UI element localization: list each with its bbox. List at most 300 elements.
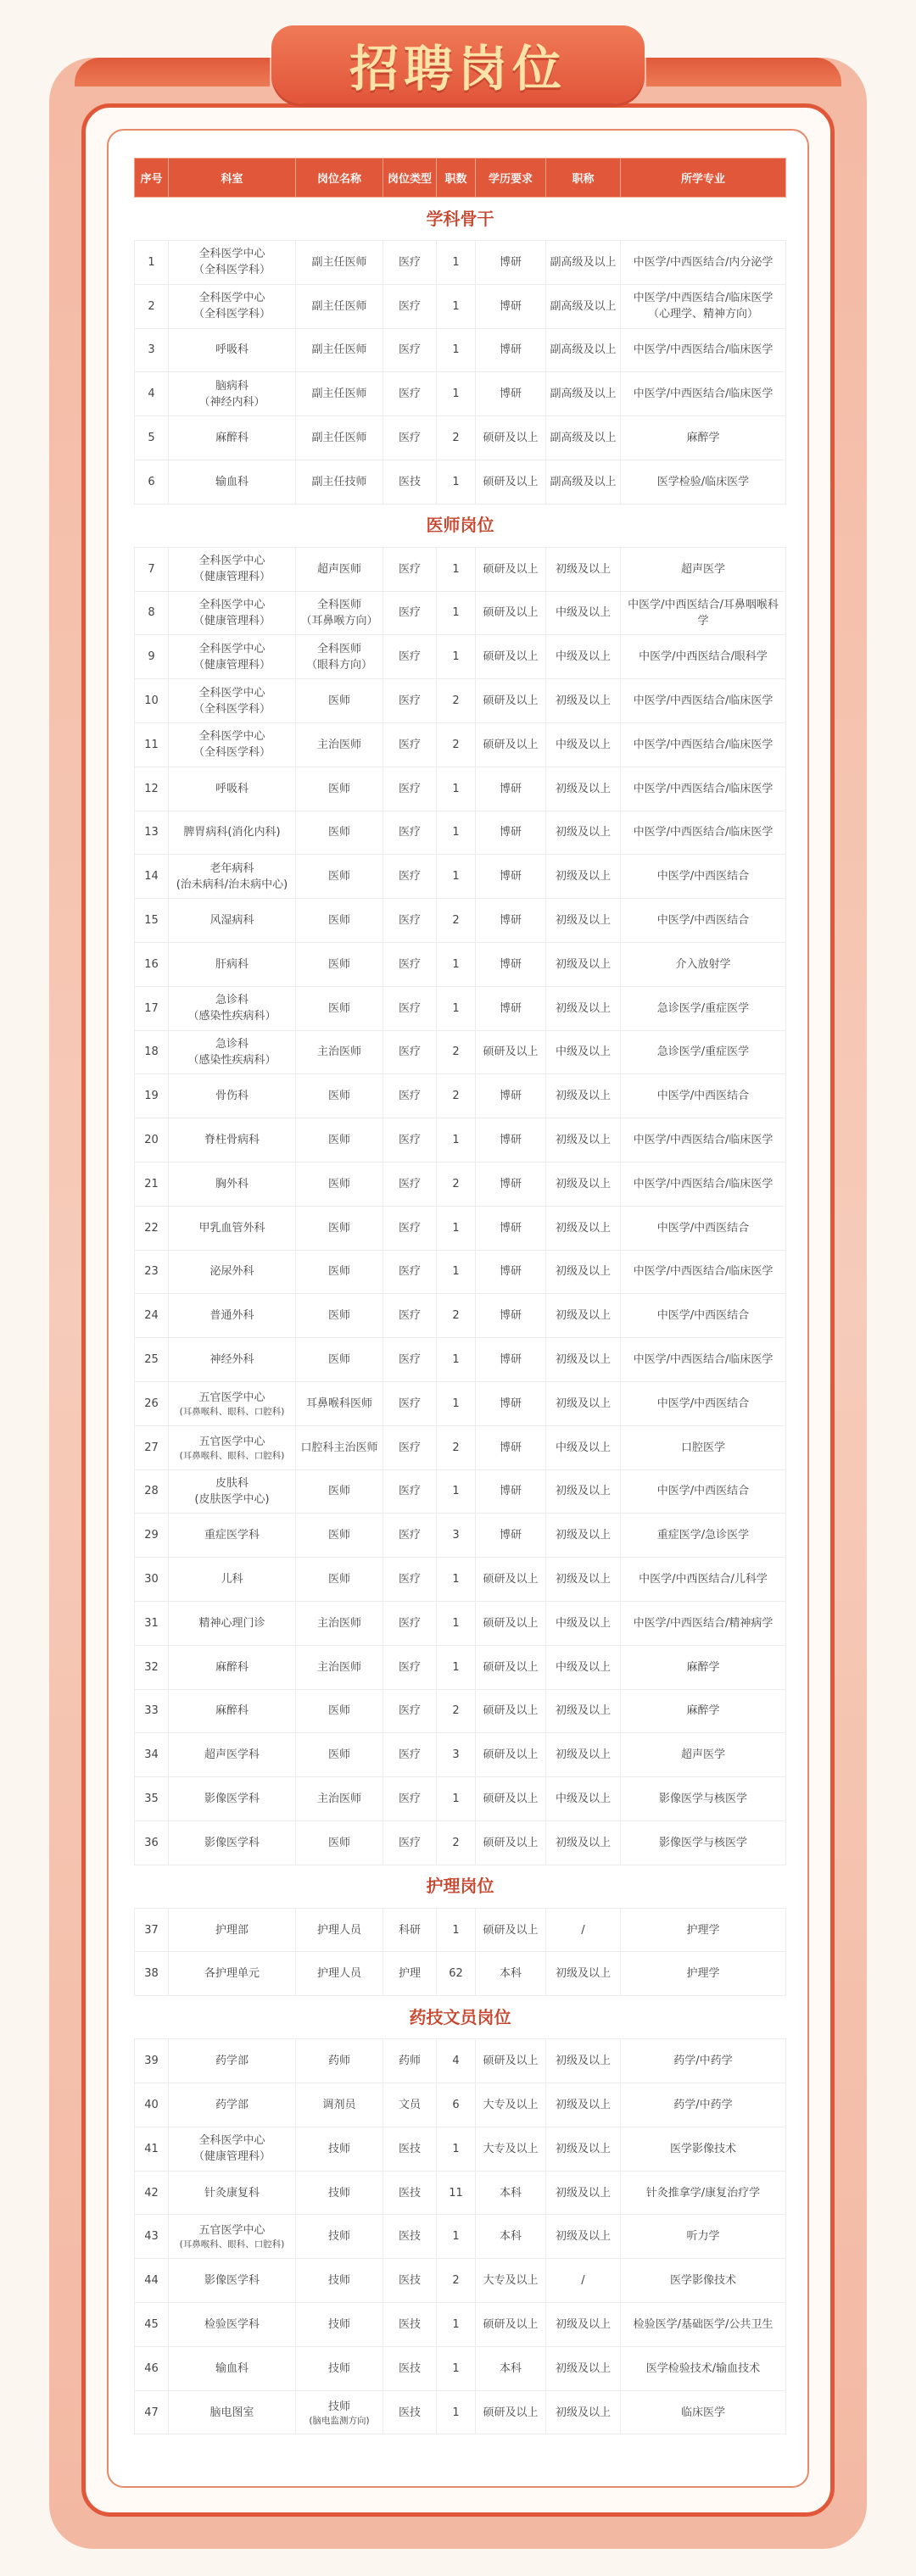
cell-index: 29 [135,1514,169,1558]
cell-position: 医师 [296,1338,383,1382]
cell-position-type: 医疗 [383,1294,437,1338]
cell-department: 脑病科 （神经内科） [169,372,296,416]
cell-department: 普通外科 [169,1294,296,1338]
table-row [135,942,786,986]
cell-title: 中级及以上 [546,722,621,767]
cell-position: 医师 [296,811,383,855]
cell-major: 超声医学 [621,1733,786,1777]
cell-count: 1 [437,284,476,328]
cell-count: 1 [437,767,476,811]
cell-position: 超声医师 [296,547,383,591]
cell-major: 护理学 [621,1952,786,1996]
cell-major: 中医学/中西医结合/临床医学 [621,1118,786,1163]
cell-index: 22 [135,1206,169,1250]
table-row [135,2171,786,2215]
cell-position-type: 医技 [383,2127,437,2171]
cell-education: 博研 [476,1381,546,1425]
cell-major: 中医学/中西医结合 [621,1206,786,1250]
cell-education: 大专及以上 [476,2127,546,2171]
cell-position-type: 医疗 [383,986,437,1030]
table-row [135,284,786,328]
cell-position: 医师 [296,1820,383,1865]
cell-position: 医师 [296,1206,383,1250]
cell-major: 临床医学 [621,2390,786,2434]
cell-count: 1 [437,1558,476,1602]
cell-major: 影像医学与核医学 [621,1820,786,1865]
cell-position-type: 医疗 [383,1030,437,1074]
cell-department: 超声医学科 [169,1733,296,1777]
table-row [135,1601,786,1645]
cell-major: 中医学/中西医结合 [621,1074,786,1118]
cell-position-type: 医疗 [383,372,437,416]
cell-position: 主治医师 [296,1645,383,1689]
cell-title: 初级及以上 [546,1250,621,1294]
cell-title: 初级及以上 [546,1294,621,1338]
cell-position-type: 医疗 [383,1118,437,1163]
cell-major: 超声医学 [621,547,786,591]
cell-education: 博研 [476,986,546,1030]
table-row [135,591,786,635]
table-row [135,2259,786,2303]
cell-department: 影像医学科 [169,1777,296,1821]
cell-position: 医师 [296,855,383,899]
cell-count: 62 [437,1952,476,1996]
cell-position: 药师 [296,2039,383,2083]
cell-count: 3 [437,1514,476,1558]
cell-major: 中医学/中西医结合/耳鼻咽喉科学 [621,591,786,635]
cell-position-type: 医疗 [383,811,437,855]
table-row [135,1338,786,1382]
table-row [135,2083,786,2127]
cell-title: 中级及以上 [546,1645,621,1689]
cell-position-type: 医技 [383,2390,437,2434]
cell-count: 1 [437,1381,476,1425]
cell-index: 25 [135,1338,169,1382]
cell-department: 全科医学中心 （全科医学科） [169,241,296,285]
cell-education: 博研 [476,1425,546,1469]
cell-position: 全科医师 （眼科方向） [296,635,383,679]
cell-major: 针灸推拿学/康复治疗学 [621,2171,786,2215]
cell-position: 医师 [296,1558,383,1602]
cell-major: 中医学/中西医结合/临床医学 [621,767,786,811]
cell-title: 中级及以上 [546,1030,621,1074]
cell-count: 1 [437,1118,476,1163]
cell-title: 初级及以上 [546,1338,621,1382]
header-major: 所学专业 [621,159,786,198]
cell-count: 1 [437,855,476,899]
cell-index: 1 [135,241,169,285]
cell-position: 全科医师 （耳鼻喉方向） [296,591,383,635]
cell-count: 1 [437,2390,476,2434]
cell-education: 硕研及以上 [476,1645,546,1689]
cell-education: 博研 [476,899,546,943]
cell-title: 初级及以上 [546,1733,621,1777]
cell-major: 中医学/中西医结合/临床医学 （心理学、精神方向） [621,284,786,328]
header-department: 科室 [169,159,296,198]
cell-department: 甲乳血管外科 [169,1206,296,1250]
cell-position-type: 科研 [383,1908,437,1952]
banner-wing-left [75,58,270,86]
cell-position-type: 医疗 [383,767,437,811]
cell-major: 药学/中药学 [621,2083,786,2127]
cell-title: / [546,1908,621,1952]
cell-count: 1 [437,635,476,679]
cell-major: 重症医学/急诊医学 [621,1514,786,1558]
cell-position: 医师 [296,1118,383,1163]
cell-index: 34 [135,1733,169,1777]
cell-education: 博研 [476,1162,546,1206]
cell-department: 肝病科 [169,942,296,986]
cell-education: 博研 [476,372,546,416]
cell-position: 医师 [296,1733,383,1777]
table-row [135,2127,786,2171]
cell-major: 医学影像技术 [621,2259,786,2303]
cell-education: 博研 [476,855,546,899]
cell-department: 全科医学中心 （全科医学科） [169,284,296,328]
cell-position-type: 医疗 [383,1206,437,1250]
cell-position-type: 药师 [383,2039,437,2083]
table-row [135,1689,786,1733]
cell-education: 硕研及以上 [476,2390,546,2434]
cell-position-type: 医疗 [383,1645,437,1689]
cell-title: 初级及以上 [546,1558,621,1602]
section-title: 医师岗位 [426,515,494,536]
cell-count: 1 [437,811,476,855]
cell-education: 硕研及以上 [476,635,546,679]
cell-title: 初级及以上 [546,811,621,855]
cell-index: 44 [135,2259,169,2303]
cell-count: 1 [437,2303,476,2347]
cell-count: 2 [437,1030,476,1074]
cell-position-type: 医技 [383,460,437,504]
cell-position-type: 医疗 [383,1469,437,1514]
cell-department: 全科医学中心 （健康管理科） [169,635,296,679]
cell-position: 技师 (脑电监测方向) [296,2390,383,2434]
cell-title: 初级及以上 [546,2346,621,2390]
cell-title: 副高级及以上 [546,284,621,328]
cell-education: 博研 [476,1118,546,1163]
cell-title: 中级及以上 [546,1425,621,1469]
cell-department: 全科医学中心 （健康管理科） [169,591,296,635]
cell-title: 初级及以上 [546,2215,621,2259]
cell-count: 2 [437,1820,476,1865]
cell-index: 17 [135,986,169,1030]
cell-education: 硕研及以上 [476,591,546,635]
cell-index: 23 [135,1250,169,1294]
cell-position: 技师 [296,2215,383,2259]
cell-education: 博研 [476,1294,546,1338]
cell-position-type: 医技 [383,2171,437,2215]
cell-position-type: 医疗 [383,241,437,285]
cell-position: 技师 [296,2259,383,2303]
cell-major: 中医学/中西医结合/临床医学 [621,1338,786,1382]
cell-major: 检验医学/基础医学/公共卫生 [621,2303,786,2347]
cell-count: 2 [437,1074,476,1118]
cell-index: 10 [135,679,169,723]
cell-count: 2 [437,1425,476,1469]
cell-education: 博研 [476,811,546,855]
cell-position: 护理人员 [296,1952,383,1996]
cell-major: 中医学/中西医结合/临床医学 [621,372,786,416]
cell-title: 副高级及以上 [546,241,621,285]
cell-position-type: 医技 [383,2215,437,2259]
cell-position: 技师 [296,2127,383,2171]
cell-department: 胸外科 [169,1162,296,1206]
cell-position: 医师 [296,1294,383,1338]
cell-education: 硕研及以上 [476,2039,546,2083]
cell-title: 初级及以上 [546,547,621,591]
table-body [135,198,786,2434]
cell-department: 全科医学中心 （全科医学科） [169,722,296,767]
table-row [135,2215,786,2259]
table-row [135,1514,786,1558]
title-banner [271,25,645,103]
header-position: 岗位名称 [296,159,383,198]
cell-education: 硕研及以上 [476,679,546,723]
cell-education: 博研 [476,328,546,372]
cell-education: 博研 [476,767,546,811]
cell-education: 博研 [476,1514,546,1558]
cell-position-type: 医疗 [383,416,437,460]
cell-title: 副高级及以上 [546,460,621,504]
cell-count: 2 [437,1162,476,1206]
cell-count: 6 [437,2083,476,2127]
cell-index: 14 [135,855,169,899]
cell-position-type: 医疗 [383,1777,437,1821]
cell-major: 麻醉学 [621,1689,786,1733]
cell-title: 初级及以上 [546,2083,621,2127]
cell-department: 影像医学科 [169,2259,296,2303]
cell-count: 11 [437,2171,476,2215]
cell-department: 脾胃病科(消化内科) [169,811,296,855]
cell-index: 31 [135,1601,169,1645]
header-count: 职数 [437,159,476,198]
cell-major: 麻醉学 [621,416,786,460]
cell-education: 硕研及以上 [476,460,546,504]
cell-index: 37 [135,1908,169,1952]
cell-department: 骨伤科 [169,1074,296,1118]
cell-position-type: 医疗 [383,855,437,899]
table-row [135,1952,786,1996]
cell-index: 18 [135,1030,169,1074]
cell-education: 本科 [476,2346,546,2390]
cell-education: 硕研及以上 [476,1777,546,1821]
cell-position: 医师 [296,1162,383,1206]
cell-major: 中医学/中西医结合/临床医学 [621,1250,786,1294]
cell-education: 硕研及以上 [476,1030,546,1074]
cell-department: 呼吸科 [169,767,296,811]
cell-major: 介入放射学 [621,942,786,986]
table-row [135,241,786,285]
cell-count: 1 [437,1206,476,1250]
table-row [135,1250,786,1294]
cell-major: 药学/中药学 [621,2039,786,2083]
cell-title: 初级及以上 [546,1820,621,1865]
section-row [135,198,786,241]
cell-count: 4 [437,2039,476,2083]
cell-education: 本科 [476,2215,546,2259]
cell-position-type: 医疗 [383,1689,437,1733]
cell-title: 初级及以上 [546,1162,621,1206]
cell-department: 脑电图室 [169,2390,296,2434]
cell-index: 36 [135,1820,169,1865]
cell-position-type: 医疗 [383,591,437,635]
cell-title: 中级及以上 [546,591,621,635]
cell-position: 医师 [296,1689,383,1733]
cell-index: 16 [135,942,169,986]
cell-position: 医师 [296,899,383,943]
cell-index: 15 [135,899,169,943]
section-row [135,504,786,547]
cell-department: 影像医学科 [169,1820,296,1865]
cell-position-type: 文员 [383,2083,437,2127]
cell-title: 初级及以上 [546,1952,621,1996]
cell-position-type: 医技 [383,2259,437,2303]
cell-count: 1 [437,460,476,504]
cell-education: 博研 [476,1206,546,1250]
table-row [135,855,786,899]
cell-count: 1 [437,1601,476,1645]
cell-position-type: 医疗 [383,1250,437,1294]
table-row [135,635,786,679]
cell-title: 初级及以上 [546,2127,621,2171]
cell-position: 口腔科主治医师 [296,1425,383,1469]
cell-education: 大专及以上 [476,2083,546,2127]
cell-major: 护理学 [621,1908,786,1952]
cell-index: 21 [135,1162,169,1206]
cell-index: 47 [135,2390,169,2434]
table-row [135,2346,786,2390]
cell-title: 初级及以上 [546,855,621,899]
cell-index: 6 [135,460,169,504]
cell-count: 1 [437,547,476,591]
table-row [135,372,786,416]
cell-position-type: 医疗 [383,1162,437,1206]
cell-count: 2 [437,1689,476,1733]
recruitment-table-wrap [134,158,785,2434]
cell-department: 麻醉科 [169,1689,296,1733]
cell-department: 急诊科 （感染性疾病科） [169,1030,296,1074]
header-index: 序号 [135,159,169,198]
cell-position-type: 医疗 [383,1558,437,1602]
cell-index: 2 [135,284,169,328]
cell-department: 神经外科 [169,1338,296,1382]
cell-major: 中医学/中西医结合/临床医学 [621,328,786,372]
cell-index: 30 [135,1558,169,1602]
cell-count: 1 [437,2346,476,2390]
cell-index: 13 [135,811,169,855]
cell-index: 32 [135,1645,169,1689]
cell-index: 45 [135,2303,169,2347]
cell-department: 五官医学中心 (耳鼻喉科、眼科、口腔科) [169,2215,296,2259]
cell-department: 重症医学科 [169,1514,296,1558]
cell-count: 1 [437,1250,476,1294]
cell-education: 博研 [476,942,546,986]
cell-title: 副高级及以上 [546,416,621,460]
cell-index: 28 [135,1469,169,1514]
cell-department: 儿科 [169,1558,296,1602]
cell-education: 博研 [476,284,546,328]
table-header-row [135,159,786,198]
cell-major: 医学检验技术/输血技术 [621,2346,786,2390]
cell-position-type: 医技 [383,2346,437,2390]
cell-title: 初级及以上 [546,2390,621,2434]
cell-position: 主治医师 [296,1601,383,1645]
cell-position: 主治医师 [296,1777,383,1821]
cell-major: 中医学/中西医结合/临床医学 [621,1162,786,1206]
table-row [135,1074,786,1118]
cell-department: 各护理单元 [169,1952,296,1996]
cell-department: 皮肤科 (皮肤医学中心) [169,1469,296,1514]
cell-major: 中医学/中西医结合 [621,855,786,899]
table-row [135,2039,786,2083]
cell-major: 急诊医学/重症医学 [621,986,786,1030]
cell-position: 副主任技师 [296,460,383,504]
cell-position: 副主任医师 [296,372,383,416]
cell-education: 硕研及以上 [476,1601,546,1645]
cell-title: 中级及以上 [546,1601,621,1645]
cell-title: 初级及以上 [546,1074,621,1118]
table-row [135,1908,786,1952]
cell-department: 检验医学科 [169,2303,296,2347]
cell-position: 技师 [296,2303,383,2347]
cell-department: 五官医学中心 (耳鼻喉科、眼科、口腔科) [169,1425,296,1469]
cell-count: 1 [437,328,476,372]
cell-index: 9 [135,635,169,679]
table-row [135,1777,786,1821]
cell-position-type: 医疗 [383,1425,437,1469]
cell-position: 医师 [296,679,383,723]
cell-education: 博研 [476,1469,546,1514]
cell-index: 38 [135,1952,169,1996]
cell-department: 精神心理门诊 [169,1601,296,1645]
cell-count: 2 [437,679,476,723]
cell-index: 42 [135,2171,169,2215]
cell-position: 护理人员 [296,1908,383,1952]
cell-count: 1 [437,372,476,416]
cell-title: 初级及以上 [546,899,621,943]
cell-department: 输血科 [169,2346,296,2390]
cell-department: 脊柱骨病科 [169,1118,296,1163]
cell-index: 20 [135,1118,169,1163]
cell-index: 41 [135,2127,169,2171]
cell-education: 硕研及以上 [476,1733,546,1777]
cell-count: 1 [437,942,476,986]
cell-position-type: 医疗 [383,1381,437,1425]
recruitment-table [134,158,786,2434]
cell-index: 40 [135,2083,169,2127]
cell-department: 全科医学中心 （全科医学科） [169,679,296,723]
cell-title: 副高级及以上 [546,372,621,416]
cell-position: 医师 [296,767,383,811]
cell-position-type: 医疗 [383,1601,437,1645]
cell-count: 1 [437,1908,476,1952]
table-row [135,767,786,811]
cell-department: 风湿病科 [169,899,296,943]
table-row [135,1425,786,1469]
cell-position: 副主任医师 [296,328,383,372]
cell-index: 35 [135,1777,169,1821]
table-row [135,2303,786,2347]
cell-count: 2 [437,1294,476,1338]
cell-position: 医师 [296,1514,383,1558]
cell-title: 初级及以上 [546,1381,621,1425]
cell-major: 中医学/中西医结合/临床医学 [621,679,786,723]
cell-index: 27 [135,1425,169,1469]
cell-index: 39 [135,2039,169,2083]
cell-department: 麻醉科 [169,1645,296,1689]
cell-position-type: 医疗 [383,942,437,986]
